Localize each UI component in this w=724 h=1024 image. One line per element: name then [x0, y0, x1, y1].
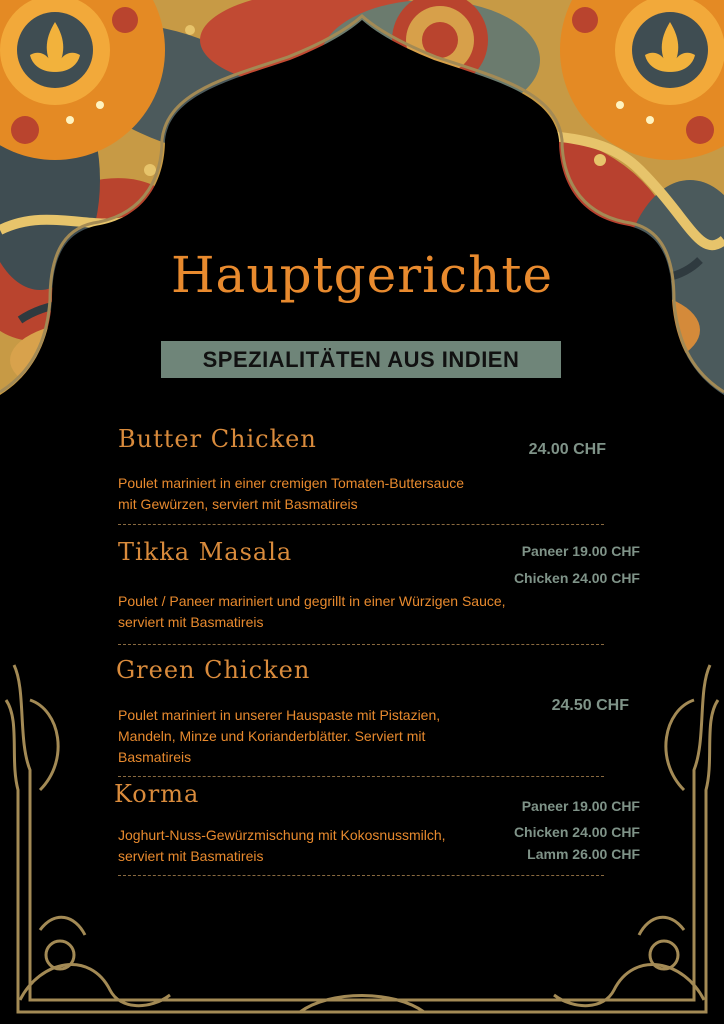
- dish-price: Chicken 24.00 CHF: [513, 570, 640, 586]
- description-line: Poulet mariniert in unserer Hauspaste mit Pistazien,: [118, 707, 441, 723]
- dish-price: 24.50 CHF: [551, 697, 629, 714]
- description-line: Poulet mariniert in einer cremigen Tomaten-Buttersauce: [118, 475, 465, 491]
- subtitle: SPEZIALITÄTEN AUS INDIEN: [202, 346, 520, 372]
- description-line: serviert mit Basmatireis: [118, 614, 264, 630]
- dish-name: Korma: [114, 780, 200, 808]
- description-line: Basmatireis: [118, 749, 192, 765]
- dish-description: [118, 591, 506, 633]
- divider: [118, 644, 604, 645]
- description-line: mit Gewürzen, serviert mit Basmatireis: [118, 496, 358, 512]
- dish-description: [118, 705, 440, 768]
- dish-price: Chicken 24.00 CHF: [513, 824, 640, 840]
- dish-name: Tikka Masala: [118, 538, 293, 566]
- dish-price: Lamm 26.00 CHF: [527, 846, 640, 862]
- divider: [118, 875, 604, 876]
- description-line: Poulet / Paneer mariniert und gegrillt in einer Würzigen Sauce,: [118, 593, 506, 609]
- dish-price: Paneer 19.00 CHF: [521, 543, 640, 559]
- description-line: serviert mit Basmatireis: [118, 848, 264, 864]
- divider: [118, 524, 604, 525]
- description-line: Joghurt-Nuss-Gewürzmischung mit Kokosnussmilch,: [118, 827, 446, 843]
- dish-description: [118, 473, 464, 515]
- divider: [118, 776, 604, 777]
- description-line: Mandeln, Minze und Korianderblätter. Serviert mit: [118, 728, 426, 744]
- subtitle-banner: [161, 341, 561, 378]
- dish-name: Green Chicken: [116, 656, 311, 684]
- dish-name: Butter Chicken: [118, 425, 317, 453]
- page-title: Hauptgerichte: [170, 246, 554, 304]
- dish-description: [118, 825, 446, 867]
- dish-price: Paneer 19.00 CHF: [521, 798, 640, 814]
- dish-price: 24.00 CHF: [528, 441, 606, 458]
